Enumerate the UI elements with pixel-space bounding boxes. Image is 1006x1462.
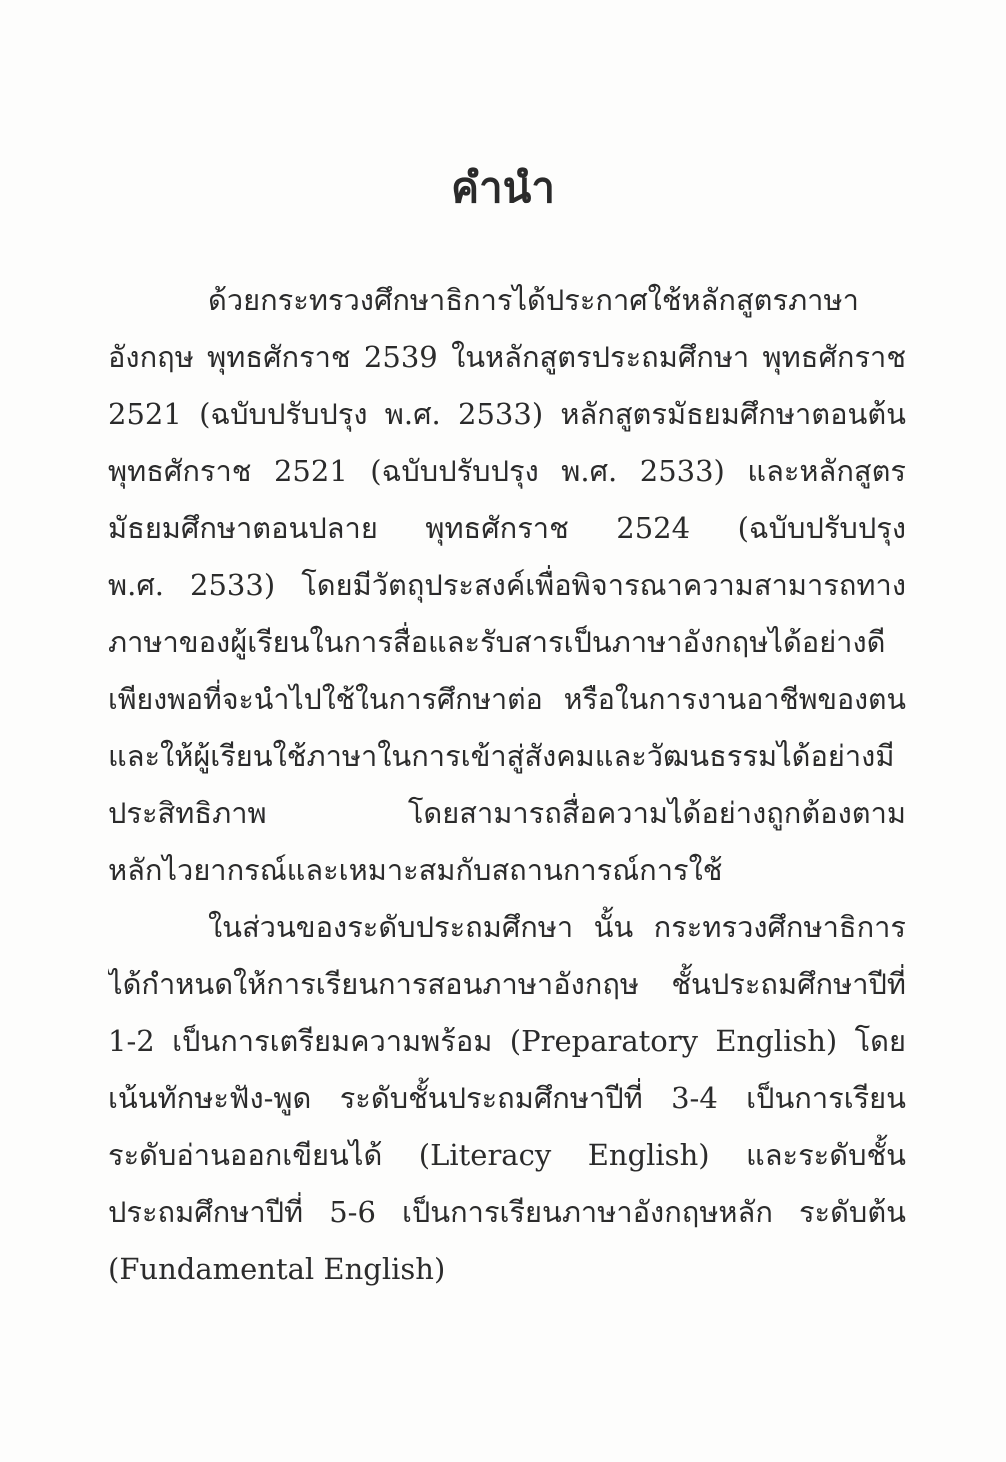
text-line: และให้ผู้เรียนใช้ภาษาในการเข้าสู่สังคมและวัฒนธรรมได้อย่างมี xyxy=(108,739,895,773)
paragraph-1 xyxy=(108,272,906,899)
page-title: คำนำ xyxy=(451,163,555,212)
text-line: ในส่วนของระดับประถมศึกษา นั้น กระทรวงศึกษาธิการ xyxy=(208,910,906,944)
text-line: พุทธศักราช 2521 (ฉบับปรับปรุง พ.ศ. 2533) และหลักสูตร xyxy=(108,454,906,488)
text-line: อังกฤษ พุทธศักราช 2539 ในหลักสูตรประถมศึกษา พุทธศักราช xyxy=(108,340,906,374)
text-line: 2521 (ฉบับปรับปรุง พ.ศ. 2533) หลักสูตรมัธยมศึกษาตอนต้น xyxy=(108,397,906,431)
text-line: ประสิทธิภาพ โดยสามารถสื่อความได้อย่างถูกต้องตาม xyxy=(108,796,906,830)
text-line: ภาษาของผู้เรียนในการสื่อและรับสารเป็นภาษาอังกฤษได้อย่างดี xyxy=(108,625,886,659)
text-line: เพียงพอที่จะนำไปใช้ในการศึกษาต่อ หรือในการงานอาชีพของตน xyxy=(108,683,906,716)
text-line: ได้กำหนดให้การเรียนการสอนภาษาอังกฤษ ชั้นประถมศึกษาปีที่ xyxy=(108,967,906,1001)
text-line: ระดับอ่านออกเขียนได้ (Literacy English) และระดับชั้น xyxy=(108,1138,906,1172)
paragraph-2 xyxy=(108,899,906,1298)
text-line: (Fundamental English) xyxy=(108,1252,446,1286)
text-line: ประถมศึกษาปีที่ 5-6 เป็นการเรียนภาษาอังกฤษหลัก ระดับต้น xyxy=(108,1195,906,1229)
text-line: ด้วยกระทรวงศึกษาธิการได้ประกาศใช้หลักสูตรภาษา xyxy=(208,283,859,317)
text-line: พ.ศ. 2533) โดยมีวัตถุประสงค์เพื่อพิจารณาความสามารถทาง xyxy=(108,568,906,602)
text-line: เน้นทักษะฟัง-พูด ระดับชั้นประถมศึกษาปีที่ 3-4 เป็นการเรียน xyxy=(108,1081,906,1115)
text-line: 1-2 เป็นการเตรียมความพร้อม (Preparatory English) โดย xyxy=(108,1024,906,1058)
text-line: มัธยมศึกษาตอนปลาย พุทธศักราช 2524 (ฉบับปรับปรุง xyxy=(108,511,906,545)
text-line: หลักไวยากรณ์และเหมาะสมกับสถานการณ์การใช้ xyxy=(108,853,723,887)
preface-body xyxy=(108,272,906,1298)
